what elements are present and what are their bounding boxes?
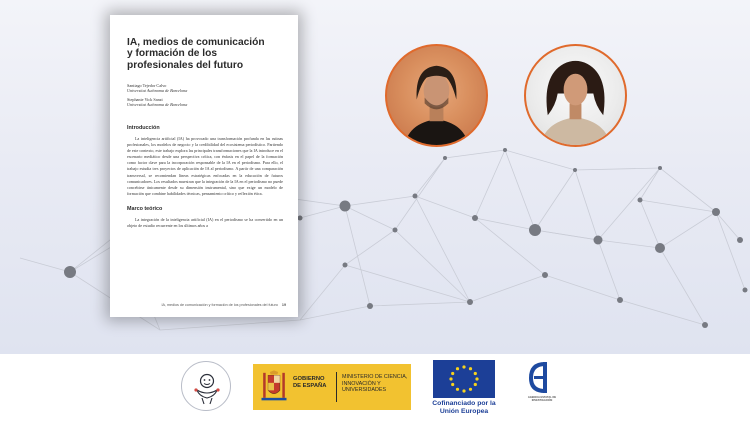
portrait-man-photo bbox=[385, 44, 488, 147]
eu-stars-icon bbox=[433, 360, 495, 398]
eu-cofunding-logo bbox=[430, 358, 498, 416]
author-name: Santiago Tejedor Calvo bbox=[127, 83, 167, 89]
section-heading: Marco teórico bbox=[127, 205, 163, 212]
eu-cofunding-label: Cofinanciado por la Unión Europea bbox=[432, 400, 496, 415]
government-spain-logo bbox=[253, 364, 411, 410]
university-mascot-logo bbox=[181, 361, 231, 411]
mascot-icon bbox=[182, 362, 232, 412]
author-affiliation: Universitat Autònoma de Barcelona bbox=[127, 102, 188, 108]
aei-label: AGENCIA ESTATAL DE INVESTIGACIÓN bbox=[527, 396, 557, 403]
government-label: GOBIERNO DE ESPAÑA bbox=[293, 376, 327, 389]
footer-title: IA, medios de comunicación y formación de los profesionales del futuro bbox=[161, 303, 278, 307]
section-paragraph: La inteligencia artificial (IA) ha provocado una transformación profunda en las rutinas profesionales, los modelos de negocio y la credibilidad del ecosistema periodístico. Partiendo de este contexto, este trabajo explora las principales transformaciones que la IA introduce en el escenario mediático desde una perspectiva crítica, con énfasis en el papel de la formación como factor clave para la incorporación responsable de la IA en el periodismo. Para ello, el trabajo estudia tres proyectos de aplicación de IA al periodismo. A partir de una comparación transversal, se recomiendan líneas estratégicas enfocadas en la educación de futuros comunicadores. Los resultados muestran que la integración de la IA en el periodismo no puede concebirse únicamente desde su dimensión instrumental, sino que exige un modelo de formación que combine habilidades técnicas, pensamiento crítico y reflexión ética. bbox=[127, 136, 283, 196]
eu-flag bbox=[433, 360, 495, 398]
aei-logo bbox=[515, 360, 567, 414]
author-name: Stephanie Vick Sanzi bbox=[127, 97, 163, 103]
portrait-woman-photo bbox=[524, 44, 627, 147]
ministry-label: MINISTERIO DE CIENCIA, INNOVACIÓN Y UNIVERSIDADES bbox=[342, 374, 408, 394]
divider bbox=[336, 372, 337, 402]
page-footer bbox=[150, 303, 286, 307]
document-title: IA, medios de comunicación y formación de los profesionales del futuro bbox=[127, 37, 265, 71]
section-paragraph: La integración de la inteligencia artificial (IA) en el periodismo se ha convertido en un objeto de estudio recurrente en los últimos años a bbox=[127, 216, 283, 228]
page-number: 19 bbox=[281, 303, 286, 307]
document-page bbox=[110, 15, 298, 317]
section-heading: Introducción bbox=[127, 125, 160, 132]
author-affiliation: Universitat Autònoma de Barcelona bbox=[127, 88, 188, 94]
spain-coat-of-arms bbox=[259, 370, 289, 404]
aei-emblem-icon bbox=[515, 360, 567, 396]
